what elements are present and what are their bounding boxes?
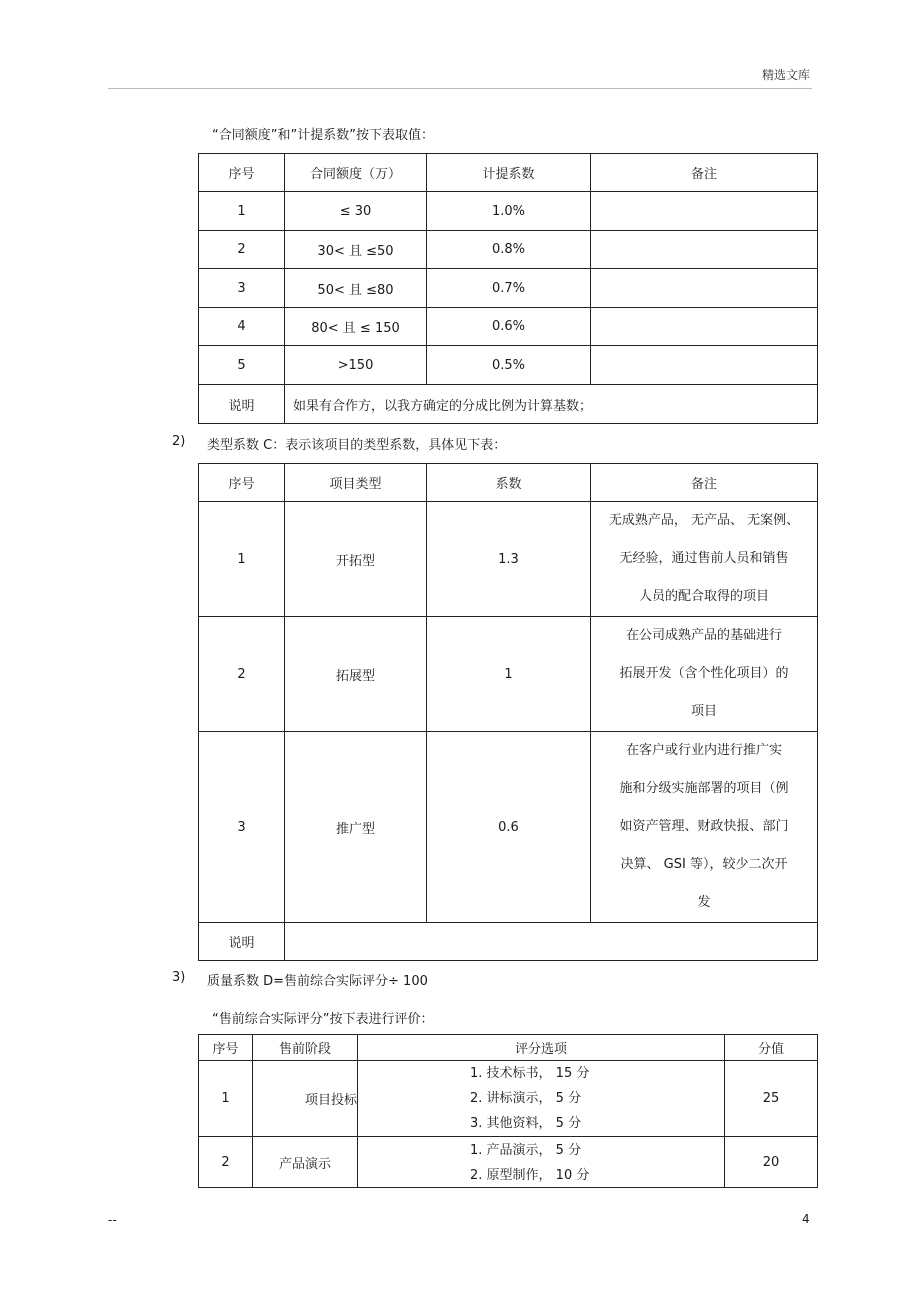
score-options — [358, 1061, 725, 1137]
column-header: 系数 — [427, 464, 591, 502]
page-number: 4 — [802, 1212, 810, 1226]
remark-cell — [591, 192, 818, 231]
note-row — [199, 385, 818, 424]
contract-amount: 30< 且 ≤50 — [285, 231, 427, 269]
note-text: 如果有合作方，以我方确定的分成比例为计算基数； — [285, 385, 818, 424]
contract-coefficient-table — [198, 153, 818, 424]
column-header: 序号 — [199, 1035, 253, 1061]
presales-score-table — [198, 1034, 818, 1188]
table-header-row — [199, 464, 818, 502]
remark-cell — [591, 617, 818, 732]
project-type: 拓展型 — [285, 617, 427, 732]
row-number: 3 — [199, 732, 285, 923]
note-label: 说明 — [199, 923, 285, 961]
row-number: 1 — [199, 1061, 253, 1137]
column-header: 评分选项 — [358, 1035, 725, 1061]
remark-line: 在客户或行业内进行推广实 — [625, 743, 782, 758]
coefficient-value: 0.6% — [427, 308, 591, 346]
project-type: 开拓型 — [285, 502, 427, 617]
table-row — [199, 346, 818, 385]
row-number: 5 — [199, 346, 285, 385]
table-header-row — [199, 1035, 818, 1061]
table-row — [199, 192, 818, 231]
remark-line: 发 — [697, 895, 711, 910]
presales-stage: 项目投标 — [253, 1061, 358, 1137]
remark-cell — [591, 346, 818, 385]
column-header: 计提系数 — [427, 154, 591, 192]
note-row — [199, 923, 818, 961]
score-option: 1. 产品演示， 5 分 — [470, 1143, 582, 1158]
column-header: 序号 — [199, 464, 285, 502]
column-header: 序号 — [199, 154, 285, 192]
score-option: 1. 技术标书， 15 分 — [470, 1066, 590, 1081]
score-value: 20 — [725, 1137, 818, 1188]
coefficient-value: 0.7% — [427, 269, 591, 308]
section3-intro-2: “售前综合实际评分”按下表进行评价： — [212, 1012, 434, 1027]
remark-line: 项目 — [690, 704, 717, 719]
table-row — [199, 269, 818, 308]
row-number: 2 — [199, 1137, 253, 1188]
section3-intro: 质量系数 D=售前综合实际评分÷ 100 — [207, 974, 428, 989]
remark-cell — [591, 269, 818, 308]
remark-cell — [591, 732, 818, 923]
remark-cell — [591, 308, 818, 346]
remark-line: 拓展开发（含个性化项目）的 — [619, 666, 789, 681]
row-number: 2 — [199, 617, 285, 732]
score-value: 25 — [725, 1061, 818, 1137]
remark-line: 施和分级实施部署的项目（例 — [619, 781, 789, 796]
coefficient-value: 0.6 — [427, 732, 591, 923]
footer-mark: -- — [108, 1213, 117, 1227]
row-number: 4 — [199, 308, 285, 346]
score-option: 2. 讲标演示， 5 分 — [470, 1091, 582, 1106]
coefficient-value: 1.3 — [427, 502, 591, 617]
note-text — [285, 923, 818, 961]
project-type-table — [198, 463, 818, 961]
column-header: 备注 — [591, 464, 818, 502]
note-label: 说明 — [199, 385, 285, 424]
column-header: 合同额度（万） — [285, 154, 427, 192]
section1-intro: “合同额度”和”计提系数”按下表取值： — [212, 128, 434, 143]
section2-number: 2) — [172, 434, 186, 449]
row-number: 1 — [199, 192, 285, 231]
contract-amount: 50< 且 ≤80 — [285, 269, 427, 308]
row-number: 3 — [199, 269, 285, 308]
header-label: 精选文库 — [761, 68, 810, 82]
project-type: 推广型 — [285, 732, 427, 923]
remark-line: 在公司成熟产品的基础进行 — [625, 628, 782, 643]
remark-line: 决算、 GSI 等），较少二次开 — [620, 857, 788, 872]
section2-intro: 类型系数 C：表示该项目的类型系数，具体见下表： — [207, 438, 507, 453]
score-options — [358, 1137, 725, 1188]
score-option: 3. 其他资料， 5 分 — [470, 1116, 582, 1131]
column-header: 备注 — [591, 154, 818, 192]
remark-cell — [591, 231, 818, 269]
coefficient-value: 0.8% — [427, 231, 591, 269]
contract-amount: >150 — [285, 346, 427, 385]
remark-line: 无经验，通过售前人员和销售 — [619, 551, 789, 566]
remark-cell — [591, 502, 818, 617]
coefficient-value: 1 — [427, 617, 591, 732]
table-row — [199, 732, 818, 923]
column-header: 项目类型 — [285, 464, 427, 502]
contract-amount: ≤ 30 — [285, 192, 427, 231]
presales-stage: 产品演示 — [253, 1137, 358, 1188]
column-header: 分值 — [725, 1035, 818, 1061]
table-row — [199, 231, 818, 269]
table-row — [199, 1061, 818, 1137]
row-number: 1 — [199, 502, 285, 617]
row-number: 2 — [199, 231, 285, 269]
coefficient-value: 0.5% — [427, 346, 591, 385]
coefficient-value: 1.0% — [427, 192, 591, 231]
table-row — [199, 617, 818, 732]
header-divider — [108, 88, 812, 89]
section3-number: 3) — [172, 970, 186, 985]
table-row — [199, 1137, 818, 1188]
table-row — [199, 502, 818, 617]
column-header: 售前阶段 — [253, 1035, 358, 1061]
remark-line: 如资产管理、财政快报、部门 — [619, 819, 789, 834]
score-option: 2. 原型制作， 10 分 — [470, 1168, 590, 1183]
contract-amount: 80< 且 ≤ 150 — [285, 308, 427, 346]
remark-line: 无成熟产品， 无产品、 无案例、 — [608, 513, 800, 528]
table-header-row — [199, 154, 818, 192]
table-row — [199, 308, 818, 346]
remark-line: 人员的配合取得的项目 — [638, 589, 769, 604]
